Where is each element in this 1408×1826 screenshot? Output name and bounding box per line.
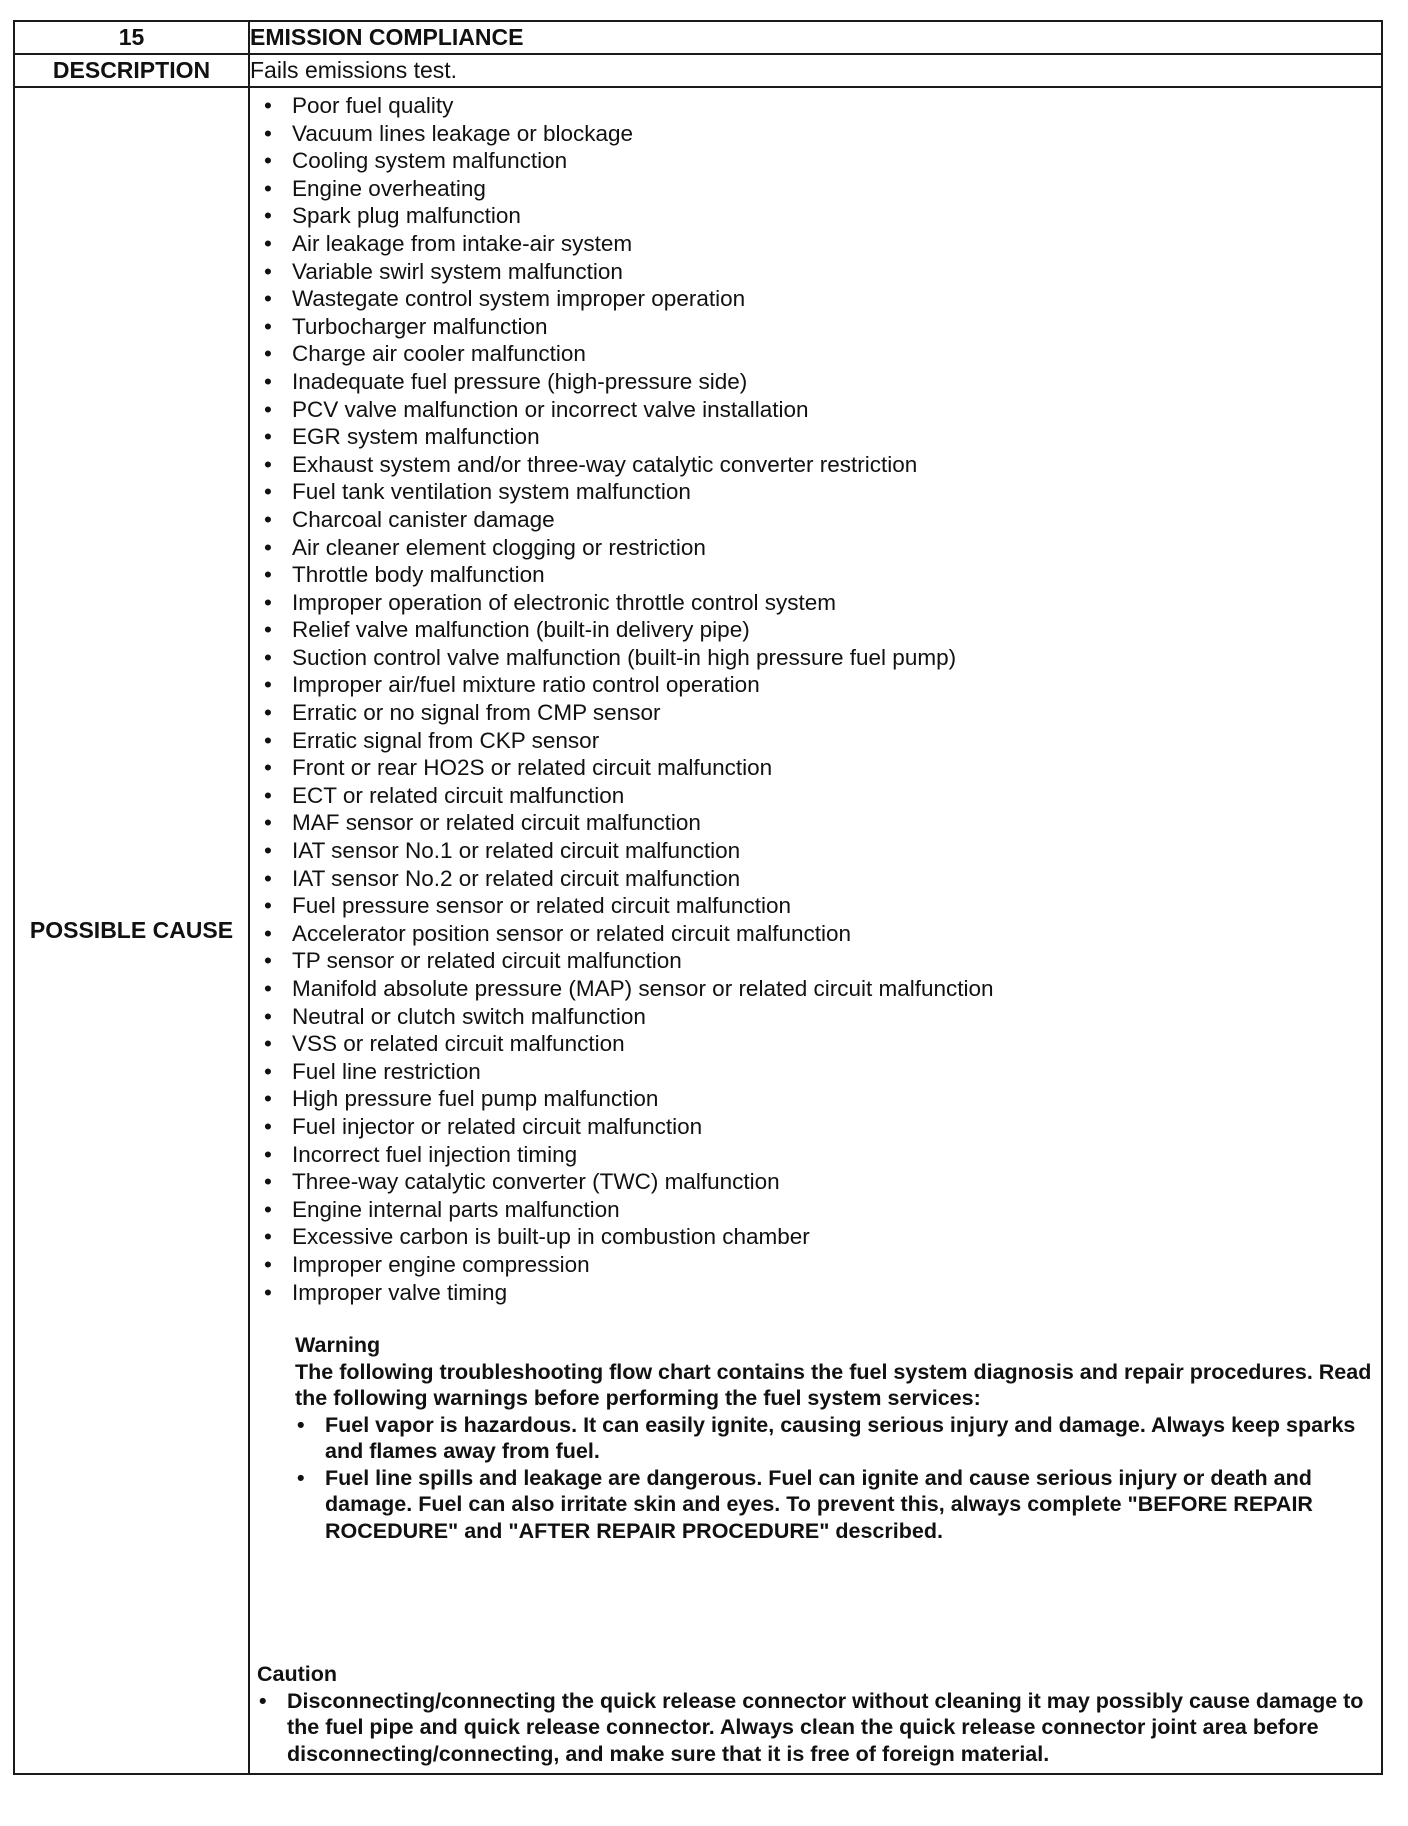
cause-item: • Poor fuel quality [250, 92, 1381, 120]
possible-cause-label: POSSIBLE CAUSE [14, 87, 249, 1774]
cause-item: • Improper air/fuel mixture ratio control operation [250, 671, 1381, 699]
cause-item: • IAT sensor No.1 or related circuit malfunction [250, 837, 1381, 865]
cause-item: • VSS or related circuit malfunction [250, 1030, 1381, 1058]
cause-item: • Wastegate control system improper operation [250, 285, 1381, 313]
cause-item: • Air cleaner element clogging or restriction [250, 534, 1381, 562]
cause-item: • Improper engine compression [250, 1251, 1381, 1279]
cause-item: • Neutral or clutch switch malfunction [250, 1003, 1381, 1031]
cause-item: • EGR system malfunction [250, 423, 1381, 451]
possible-cause-content [249, 87, 1382, 1774]
description-label: DESCRIPTION [14, 54, 249, 87]
cause-item: • Exhaust system and/or three-way catalytic converter restriction [250, 451, 1381, 479]
cause-item: • Engine internal parts malfunction [250, 1196, 1381, 1224]
cause-item: • Fuel pressure sensor or related circuit malfunction [250, 892, 1381, 920]
cause-list [250, 88, 1381, 1306]
cause-item: • Charge air cooler malfunction [250, 340, 1381, 368]
warning-intro: The following troubleshooting flow chart contains the fuel system diagnosis and repair procedures. Read the following warnings before performing the fuel system services: [295, 1359, 1372, 1411]
header-row [14, 21, 1382, 54]
cause-item: • ECT or related circuit malfunction [250, 782, 1381, 810]
cause-item: • Engine overheating [250, 175, 1381, 203]
warning-list [295, 1412, 1373, 1545]
caution-item: • Disconnecting/connecting the quick release connector without cleaning it may possibly cause damage to the fuel pipe and quick release connector. Always clean the quick release connector joint area before disconnecting/connecting, and make sure that it is free of foreign material. [257, 1688, 1373, 1768]
cause-item: • Suction control valve malfunction (built-in high pressure fuel pump) [250, 644, 1381, 672]
cause-item: • Throttle body malfunction [250, 561, 1381, 589]
cause-item: • Charcoal canister damage [250, 506, 1381, 534]
cause-item: • Relief valve malfunction (built-in delivery pipe) [250, 616, 1381, 644]
cause-item: • Variable swirl system malfunction [250, 258, 1381, 286]
cause-item: • Incorrect fuel injection timing [250, 1141, 1381, 1169]
cause-item: • High pressure fuel pump malfunction [250, 1085, 1381, 1113]
cause-item: • Three-way catalytic converter (TWC) malfunction [250, 1168, 1381, 1196]
cause-item: • Improper operation of electronic throttle control system [250, 589, 1381, 617]
cause-item: • Cooling system malfunction [250, 147, 1381, 175]
caution-list [257, 1688, 1373, 1768]
cause-item: • IAT sensor No.2 or related circuit malfunction [250, 865, 1381, 893]
cause-item: • Excessive carbon is built-up in combustion chamber [250, 1223, 1381, 1251]
warning-item: • Fuel line spills and leakage are dangerous. Fuel can ignite and cause serious injury or death and damage. Fuel can also irritate skin and eyes. To prevent this, always complete "BEFORE REPAIR ROCEDURE" and "AFTER REPAIR PROCEDURE" described. [295, 1465, 1373, 1545]
description-row [14, 54, 1382, 87]
cause-item: • Fuel line restriction [250, 1058, 1381, 1086]
cause-item: • Accelerator position sensor or related circuit malfunction [250, 920, 1381, 948]
section-title: EMISSION COMPLIANCE [249, 21, 1382, 54]
description-text: Fails emissions test. [249, 54, 1382, 87]
cause-item: • Erratic signal from CKP sensor [250, 727, 1381, 755]
cause-item: • Vacuum lines leakage or blockage [250, 120, 1381, 148]
cause-item: • Fuel tank ventilation system malfunction [250, 478, 1381, 506]
caution-block [250, 1661, 1381, 1773]
cause-item: • Inadequate fuel pressure (high-pressure side) [250, 368, 1381, 396]
cause-item: • PCV valve malfunction or incorrect valve installation [250, 396, 1381, 424]
cause-item: • Improper valve timing [250, 1279, 1381, 1307]
cause-item: • Turbocharger malfunction [250, 313, 1381, 341]
cause-item: • Front or rear HO2S or related circuit malfunction [250, 754, 1381, 782]
cause-item: • TP sensor or related circuit malfunction [250, 947, 1381, 975]
section-number: 15 [14, 21, 249, 54]
warning-title: Warning [295, 1333, 381, 1358]
cause-item: • MAF sensor or related circuit malfunction [250, 809, 1381, 837]
possible-cause-row [14, 87, 1382, 1774]
caution-title: Caution [257, 1662, 338, 1687]
cause-item: • Manifold absolute pressure (MAP) sensor or related circuit malfunction [250, 975, 1381, 1003]
cause-item: • Air leakage from intake-air system [250, 230, 1381, 258]
cause-item: • Spark plug malfunction [250, 202, 1381, 230]
warning-item: • Fuel vapor is hazardous. It can easily ignite, causing serious injury and damage. Always keep sparks and flames away from fuel. [295, 1412, 1373, 1465]
cause-item: • Erratic or no signal from CMP sensor [250, 699, 1381, 727]
troubleshooting-table [13, 20, 1383, 1775]
warning-block [250, 1332, 1381, 1544]
cause-item: • Fuel injector or related circuit malfunction [250, 1113, 1381, 1141]
